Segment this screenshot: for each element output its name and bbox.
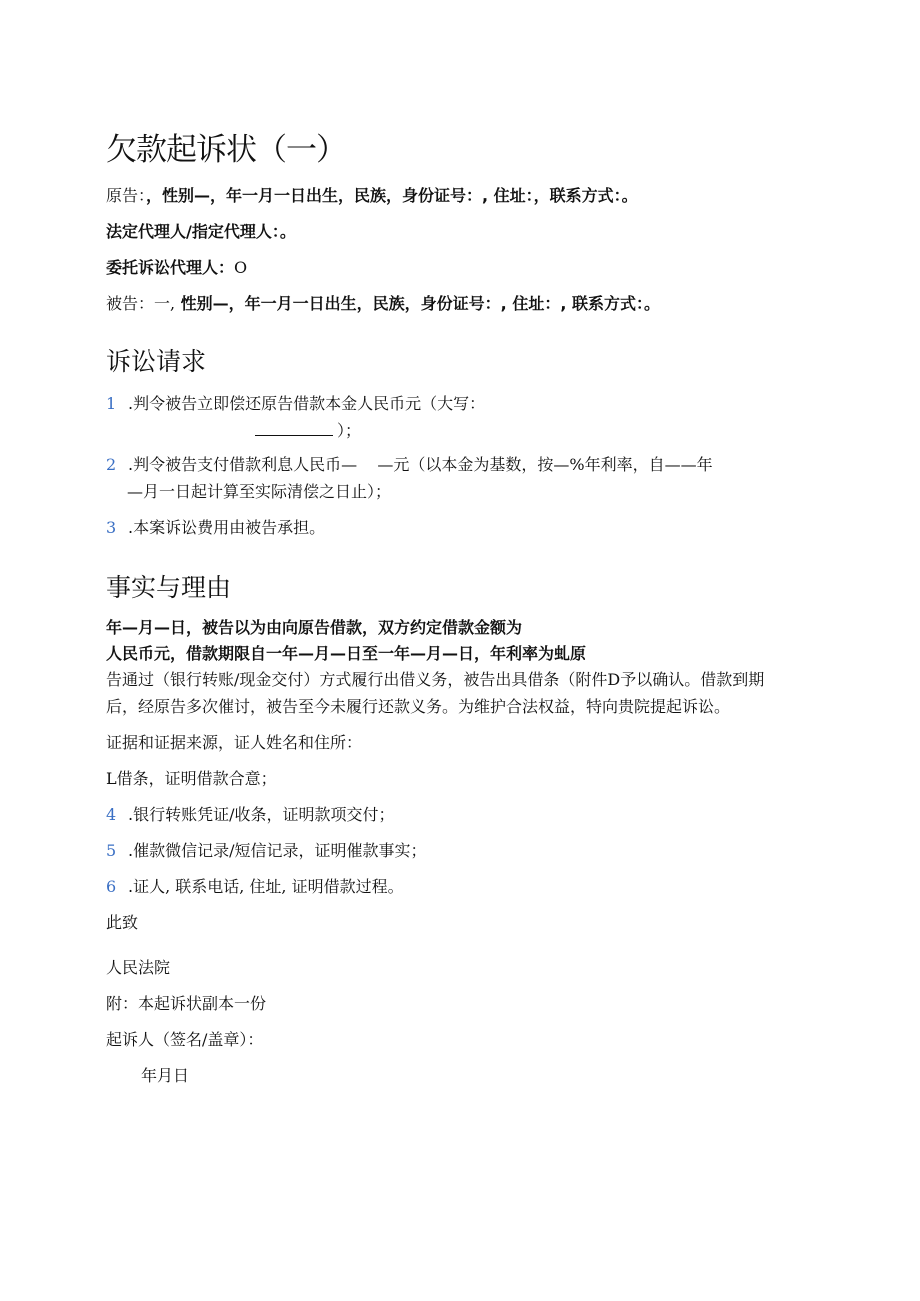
claim-item-3 [106,517,325,539]
evidence-text: .银行转账凭证/收条，证明款项交付； [128,805,395,824]
defendant-line [106,293,660,315]
evidence-intro: 证据和证据来源，证人姓名和住所： [106,733,363,752]
legal-representative-line: 法定代理人/指定代理人：。 [106,222,296,241]
agent-label: 委托诉讼代理人： [106,258,235,277]
facts-line-3: 告通过（银行转账/现金交付）方式履行出借义务，被告出具借条（附件D予以确认。借款到期 [106,670,765,689]
evidence-text: .催款微信记录/短信记录，证明催款事实； [128,841,427,860]
claim-item-2 [106,454,713,476]
court-name: 人民法院 [106,958,171,977]
evidence-text: .证人, 联系电话, 住址, 证明借款过程。 [128,877,404,896]
agent-line [106,257,247,279]
claim-text: .判令被告立即偿还原告借款本金人民币元（大写： [128,394,486,413]
evidence-number: 4 [106,805,117,824]
evidence-item-5 [106,840,426,862]
signer-line: 起诉人（签名/盖章）： [106,1030,264,1049]
salutation: 此致 [106,913,139,932]
evidence-item-6 [106,876,404,898]
document-title: 欠款起诉状（一） [106,132,346,168]
defendant-label: 被告：一, [106,294,176,313]
date-line: 年月日 [141,1066,190,1085]
evidence-number: 6 [106,877,117,896]
claim-text-tail: ）； [337,421,362,440]
evidence-number: 5 [106,841,117,860]
plaintiff-label: 原告： [106,186,147,205]
claim-text: .判令被告支付借款利息人民币— —元（以本金为基数，按—%年利率，自——年 [128,455,713,474]
evidence-item-4 [106,804,394,826]
claim-item-1 [106,393,485,415]
claim-text: .本案诉讼费用由被告承担。 [128,518,326,537]
claims-heading: 诉讼请求 [106,347,207,376]
claim-number: 3 [106,518,117,537]
evidence-item-1: L借条，证明借款合意； [106,769,277,788]
facts-heading: 事实与理由 [106,573,232,602]
amount-blank [255,421,333,436]
facts-line-4: 后，经原告多次催讨，被告至今未履行还款义务。为维护合法权益，特向贵院提起诉讼。 [106,697,731,716]
attachment-note: 附：本起诉状副本一份 [106,994,267,1013]
facts-bold-line-2: 人民币元，借款期限自一年—月—日至一年—月—日，年利率为虬原 [106,644,587,663]
claim-item-2-continuation: —月一日起计算至实际清偿之日止）； [127,482,392,501]
claim-item-1-continuation [255,420,361,442]
defendant-details: 性别—，年一月一日出生，民族，身份证号：, 住址：, 联系方式：。 [175,294,660,313]
plaintiff-line [106,185,638,207]
claim-number: 2 [106,455,117,474]
claim-number: 1 [106,394,117,413]
facts-bold-line-1: 年—月—日，被告以为由向原告借款，双方约定借款金额为 [106,618,523,637]
agent-value: O [234,258,248,277]
plaintiff-details: ，性别—，年一月一日出生，民族，身份证号：, 住址：，联系方式：。 [146,186,638,205]
